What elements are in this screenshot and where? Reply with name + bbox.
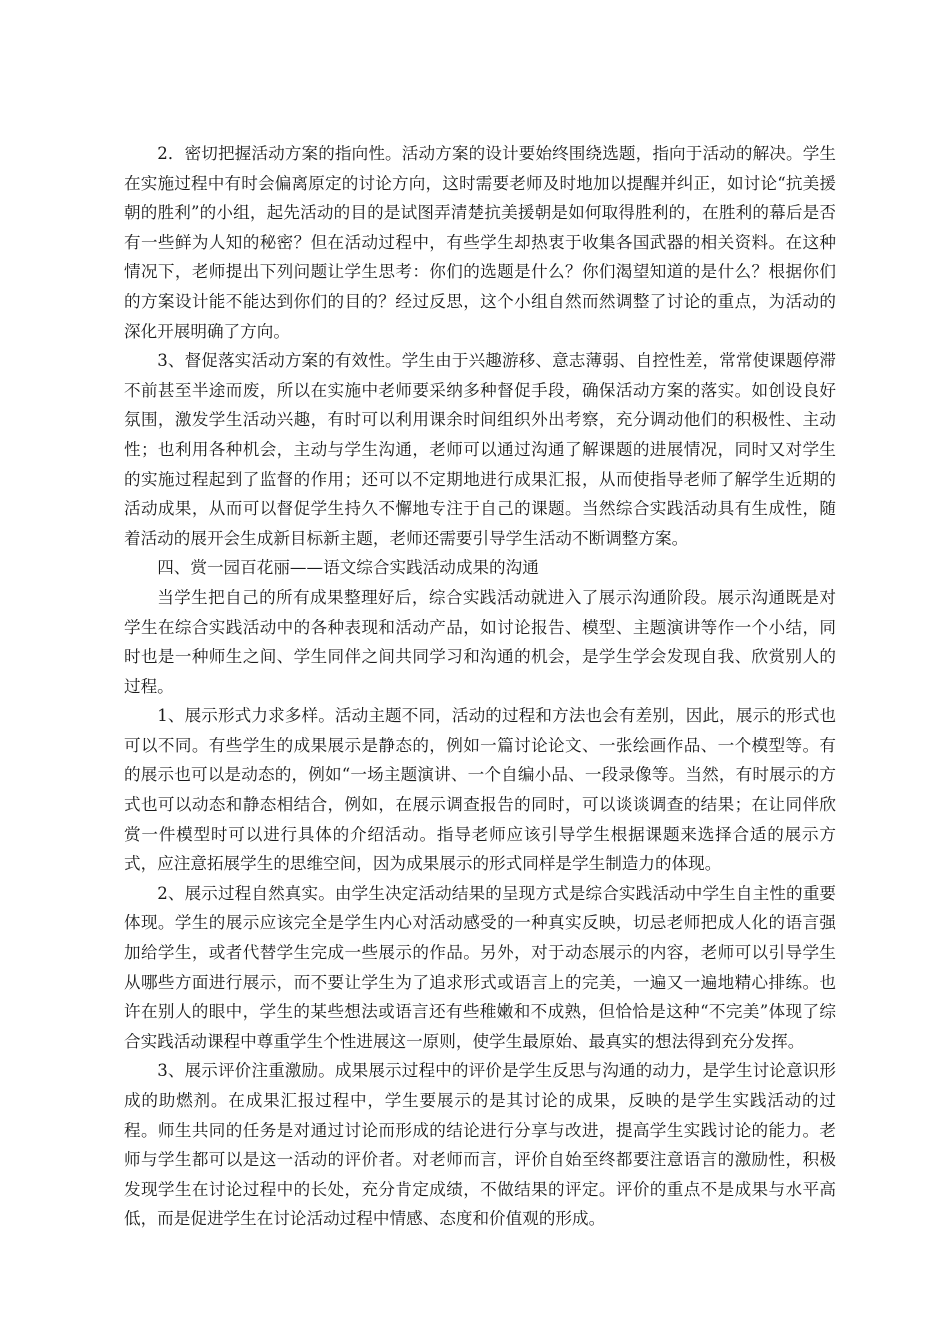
paragraph-display-process: 2、展示过程自然真实。由学生决定活动结果的呈现方式是综合实践活动中学生自主性的重要体现。学生的展示应该完全是学生内心对活动感受的一种真实反映，切忌老师把成人化的语言强加给学生，或者代替学生完成一些展示的作品。另外，对于动态展示的内容，老师可以引导学生从哪些方面进行展示，而不要让学生为了追求形式或语言上的完美，一遍又一遍地精心排练。也许在别人的眼中，学生的某些想法或语言还有些稚嫩和不成熟，但恰恰是这种“不完美”体现了综合实践活动课程中尊重学生个性进展这一原则，使学生最原始、最真实的想法得到充分发挥。 bbox=[124, 883, 836, 1051]
document-body bbox=[124, 139, 836, 1234]
paragraph-display-forms: 1、展示形式力求多样。活动主题不同，活动的过程和方法也会有差别，因此，展示的形式也可以不同。有些学生的成果展示是静态的，例如一篇讨论论文、一张绘画作品、一个模型等。有的展示也可以是动态的，例如“一场主题演讲、一个自编小品、一段录像等。当然，有时展示的方式也可以动态和静态相结合，例如，在展示调查报告的同时，可以谈谈调查的结果；在让同伴欣赏一件模型时可以进行具体的介绍活动。指导老师应该引导学生根据课题来选择合适的展示方式，应注意拓展学生的思维空间，因为成果展示的形式同样是学生制造力的体现。 bbox=[124, 706, 836, 874]
paragraph-communication-intro: 当学生把自己的所有成果整理好后，综合实践活动就进入了展示沟通阶段。展示沟通既是对学生在综合实践活动中的各种表现和活动产品，如讨论报告、模型、主题演讲等作一个小结，同时也是一种师生之间、学生同伴之间共同学习和沟通的机会，是学生学会发现自我、欣赏别人的过程。 bbox=[124, 587, 836, 696]
paragraph-direction: 2．密切把握活动方案的指向性。活动方案的设计要始终围绕选题，指向于活动的解决。学生在实施过程中有时会偏离原定的讨论方向，这时需要老师及时地加以提醒并纠正，如讨论“抗美援朝的胜利”的小组，起先活动的目的是试图弄清楚抗美援朝是如何取得胜利的，在胜利的幕后是否有一些鲜为人知的秘密？但在活动过程中，有些学生却热衷于收集各国武器的相关资料。在这种情况下，老师提出下列问题让学生思考：你们的选题是什么？你们渴望知道的是什么？根据你们的方案设计能不能达到你们的目的？经过反思，这个小组自然而然调整了讨论的重点，为活动的深化开展明确了方向。 bbox=[124, 144, 836, 341]
paragraph-effectiveness: 3、督促落实活动方案的有效性。学生由于兴趣游移、意志薄弱、自控性差，常常使课题停滞不前甚至半途而废，所以在实施中老师要采纳多种督促手段，确保活动方案的落实。如创设良好氛围，激发学生活动兴趣，有时可以利用课余时间组织外出考察，充分调动他们的积极性、主动性；也利用各种机会，主动与学生沟通，老师可以通过沟通了解课题的进展情况，同时又对学生的实施过程起到了监督的作用；还可以不定期地进行成果汇报，从而使指导老师了解学生近期的活动成果，从而可以督促学生持久不懈地专注于自己的课题。当然综合实践活动具有生成性，随着活动的展开会生成新目标新主题，老师还需要引导学生活动不断调整方案。 bbox=[124, 351, 836, 548]
paragraph-display-evaluation: 3、展示评价注重激励。成果展示过程中的评价是学生反思与沟通的动力，是学生讨论意识形成的助燃剂。在成果汇报过程中，学生要展示的是其讨论的成果，反映的是学生实践活动的过程。师生共同的任务是对通过讨论而形成的结论进行分享与改进，提高学生实践讨论的能力。老师与学生都可以是这一活动的评价者。对老师而言，评价自始至终都要注意语言的激励性，积极发现学生在讨论过程中的长处，充分肯定成绩，不做结果的评定。评价的重点不是成果与水平高低，而是促进学生在讨论活动过程中情感、态度和价值观的形成。 bbox=[124, 1061, 836, 1229]
section-heading-four: 四、赏一园百花丽——语文综合实践活动成果的沟通 bbox=[157, 558, 539, 578]
